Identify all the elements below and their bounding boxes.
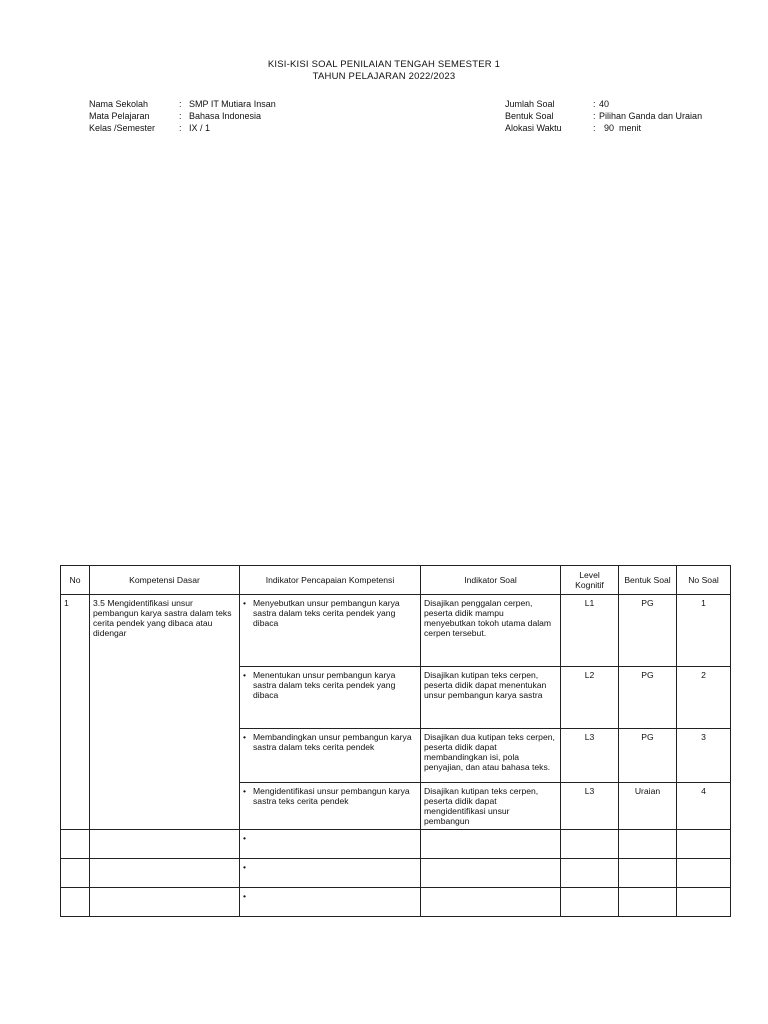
table-row <box>61 595 731 667</box>
cell-level: L1 <box>561 595 619 667</box>
cell-ipk <box>240 667 421 729</box>
info-separator: : <box>179 99 182 109</box>
bullet-glyph: • <box>243 732 247 742</box>
cell-level: L3 <box>561 729 619 783</box>
cell-no-soal: 4 <box>677 783 731 830</box>
table-row-empty <box>61 888 731 917</box>
info-row-jumlah-soal <box>505 98 702 110</box>
cell-empty <box>677 830 731 859</box>
table-header-row <box>61 566 731 595</box>
cell-indikator-soal: Disajikan kutipan teks cerpen, peserta didik dapat menentukan unsur pembangun karya sastra <box>421 667 561 729</box>
info-label: Alokasi Waktu <box>505 123 562 133</box>
info-left-block <box>89 98 276 134</box>
cell-ipk <box>240 783 421 830</box>
info-separator: : <box>179 123 182 133</box>
cell-bentuk: PG <box>619 729 677 783</box>
cell-empty <box>61 888 90 917</box>
info-separator: : <box>179 111 182 121</box>
cell-bentuk: PG <box>619 595 677 667</box>
info-label: Kelas /Semester <box>89 123 156 133</box>
info-value: Pilihan Ganda dan Uraian <box>599 111 703 121</box>
cell-empty <box>90 859 240 888</box>
cell-empty <box>677 859 731 888</box>
cell-no: 1 <box>61 595 90 830</box>
bullet-glyph: • <box>243 598 247 608</box>
info-value: Bahasa Indonesia <box>189 111 262 121</box>
cell-ipk <box>240 830 421 859</box>
cell-empty <box>61 859 90 888</box>
info-value: 90 menit <box>599 123 642 133</box>
cell-empty <box>561 830 619 859</box>
table-row-empty <box>61 859 731 888</box>
info-row-mata-pelajaran <box>89 110 276 122</box>
header-no: No <box>61 566 90 595</box>
bullet-glyph: • <box>243 891 247 901</box>
cell-level: L3 <box>561 783 619 830</box>
cell-ipk <box>240 729 421 783</box>
cell-no-soal: 1 <box>677 595 731 667</box>
info-label: Jumlah Soal <box>505 99 555 109</box>
info-row-nama-sekolah <box>89 98 276 110</box>
cell-empty <box>561 888 619 917</box>
cell-bentuk: Uraian <box>619 783 677 830</box>
cell-level: L2 <box>561 667 619 729</box>
bullet-glyph: • <box>243 786 247 796</box>
header-level-kognitif: Level Kognitif <box>561 566 619 595</box>
header-indikator-pencapaian: Indikator Pencapaian Kompetensi <box>240 566 421 595</box>
cell-indikator-soal: Disajikan dua kutipan teks cerpen, peserta didik dapat membandingkan isi, pola penyajian, dan atau bahasa teks. <box>421 729 561 783</box>
cell-empty <box>619 859 677 888</box>
info-right-block <box>505 98 702 134</box>
cell-kompetensi-dasar: 3.5 Mengidentifikasi unsur pembangun karya sastra dalam teks cerita pendek yang dibaca atau didengar <box>90 595 240 830</box>
header-bentuk-soal: Bentuk Soal <box>619 566 677 595</box>
cell-no-soal: 2 <box>677 667 731 729</box>
document-title-line2: TAHUN PELAJARAN 2022/2023 <box>312 71 456 82</box>
ipk-text: Menyebutkan unsur pembangun karya sastra dalam teks cerita pendek yang dibaca <box>253 598 400 628</box>
header-kompetensi-dasar: Kompetensi Dasar <box>90 566 240 595</box>
cell-empty <box>61 830 90 859</box>
bullet-glyph: • <box>243 833 247 843</box>
info-value: IX / 1 <box>189 123 211 133</box>
cell-empty <box>90 830 240 859</box>
info-row-kelas-semester <box>89 122 276 134</box>
cell-empty <box>421 859 561 888</box>
info-row-bentuk-soal <box>505 110 702 122</box>
table-row-empty <box>61 830 731 859</box>
kisi-kisi-table <box>60 565 731 917</box>
cell-empty <box>421 888 561 917</box>
header-indikator-soal: Indikator Soal <box>421 566 561 595</box>
info-value: 40 <box>599 99 610 109</box>
cell-bentuk: PG <box>619 667 677 729</box>
header-no-soal: No Soal <box>677 566 731 595</box>
cell-no-soal: 3 <box>677 729 731 783</box>
cell-empty <box>561 859 619 888</box>
cell-ipk <box>240 859 421 888</box>
ipk-text: Mengidentifikasi unsur pembangun karya sastra teks cerita pendek <box>253 786 410 806</box>
document-title-line1: KISI-KISI SOAL PENILAIAN TENGAH SEMESTER 1 <box>267 59 501 70</box>
cell-indikator-soal: Disajikan penggalan cerpen, peserta didik mampu menyebutkan tokoh utama dalam cerpen tersebut. <box>421 595 561 667</box>
info-separator: : <box>593 99 596 109</box>
ipk-text: Membandingkan unsur pembangun karya sastra dalam teks cerita pendek <box>253 732 412 752</box>
cell-empty <box>421 830 561 859</box>
cell-empty <box>90 888 240 917</box>
cell-indikator-soal: Disajikan kutipan teks cerpen, peserta didik dapat mengidentifikasi unsur pembangun <box>421 783 561 830</box>
info-row-alokasi-waktu <box>505 122 702 134</box>
cell-empty <box>677 888 731 917</box>
info-label: Bentuk Soal <box>505 111 554 121</box>
info-label: Nama Sekolah <box>89 99 149 109</box>
ipk-text: Menentukan unsur pembangun karya sastra dalam teks cerita pendek yang dibaca <box>253 670 396 700</box>
info-value: SMP IT Mutiara Insan <box>189 99 276 109</box>
cell-ipk <box>240 595 421 667</box>
bullet-glyph: • <box>243 862 247 872</box>
info-label: Mata Pelajaran <box>89 111 150 121</box>
info-separator: : <box>593 123 596 133</box>
cell-empty <box>619 888 677 917</box>
bullet-glyph: • <box>243 670 247 680</box>
cell-ipk <box>240 888 421 917</box>
info-separator: : <box>593 111 596 121</box>
cell-empty <box>619 830 677 859</box>
